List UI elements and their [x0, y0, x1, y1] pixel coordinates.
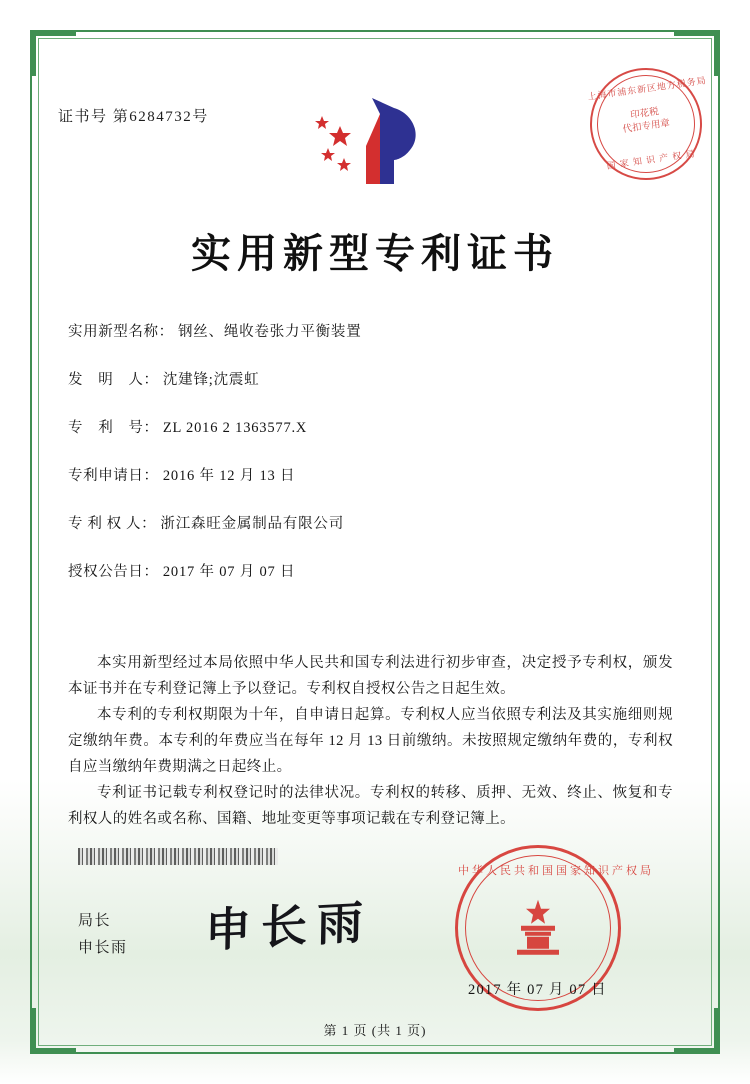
field-value: 钢丝、绳收卷张力平衡装置	[177, 324, 362, 340]
field-row-inventor	[68, 368, 678, 389]
director-label: 局长	[78, 913, 112, 929]
corner-ornament-top-right	[674, 30, 720, 76]
legal-paragraph-3: 专利证书记载专利权登记时的法律状况。专利权的转移、质押、无效、终止、恢复和专利权人的姓名或名称、国籍、地址变更等事项记载在专利登记簿上。	[68, 785, 673, 827]
field-value: 沈建锋;沈震虹	[162, 372, 260, 388]
field-value: ZL 2016 2 1363577.X	[162, 420, 308, 436]
page-title: 实用新型专利证书	[191, 231, 559, 276]
field-value: 2016 年 12 月 13 日	[162, 468, 296, 484]
tax-stamp-middle-line2: 代扣专用章	[622, 118, 671, 136]
barcode	[78, 848, 278, 865]
certificate-number: 证书号 第6284732号	[58, 109, 209, 125]
tax-stamp-middle-line1: 印花税	[629, 107, 660, 122]
field-row-grant-announcement-date	[68, 560, 678, 581]
national-seal-arc-top: 中华人民共和国国家知识产权局	[458, 865, 654, 877]
field-label: 实用新型名称：	[68, 324, 174, 340]
field-label: 发 明 人：	[68, 372, 159, 388]
field-label: 专利申请日：	[68, 468, 159, 484]
tax-stamp-arc-bottom: 国 家 知 识 产 权 局	[605, 148, 697, 171]
director-name: 申长雨	[78, 940, 128, 956]
handwritten-signature: 申长雨	[204, 896, 374, 957]
page-footer: 第 1 页 (共 1 页)	[323, 1023, 427, 1038]
tax-stamp-arc-top: 上海市浦东新区地方税务局	[586, 75, 708, 102]
legal-paragraph-2: 本专利的专利权期限为十年，自申请日起算。专利权人应当依照专利法及其实施细则规定缴纳年费。本专利的年费应当在每年 12 月 13 日前缴纳。未按照规定缴纳年费的，专利权自应当缴纳年费期满之日起终止。	[68, 707, 673, 775]
field-row-patentee	[68, 512, 678, 533]
corner-ornament-top-left	[30, 30, 76, 76]
certificate-fields	[68, 320, 678, 608]
field-row-application-date	[68, 464, 678, 485]
seal-date: 2017 年 07 月 07 日	[468, 982, 607, 998]
national-emblem-icon	[507, 896, 569, 958]
field-row-patent-number	[68, 416, 678, 437]
field-label: 专 利 权 人：	[68, 516, 157, 532]
field-value: 浙江森旺金属制品有限公司	[160, 516, 345, 532]
legal-paragraph-1: 本实用新型经过本局依照中华人民共和国专利法进行初步审查，决定授予专利权，颁发本证书并在专利登记簿上予以登记。专利权自授权公告之日起生效。	[68, 655, 673, 697]
director-block	[78, 908, 128, 962]
cnipa-logo-icon	[310, 92, 440, 192]
legal-body-text	[68, 650, 673, 832]
field-label: 授权公告日：	[68, 564, 159, 580]
field-label: 专 利 号：	[68, 420, 159, 436]
field-row-utility-model-name	[68, 320, 678, 341]
field-value: 2017 年 07 月 07 日	[162, 564, 296, 580]
